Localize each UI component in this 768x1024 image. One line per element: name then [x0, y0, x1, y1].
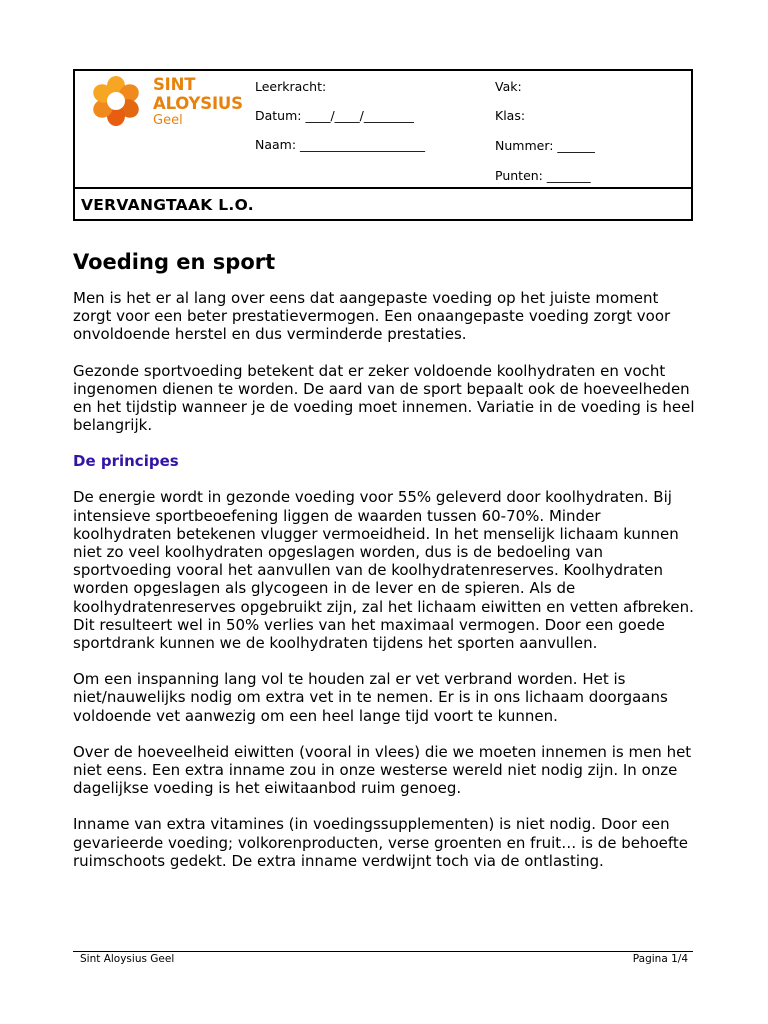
section-paragraph-1: De energie wordt in gezonde voeding voor 55% geleverd door koolhydraten. Bij intensieve sportbeoefening liggen de waarden tussen 60-70%. Minder koolhydraten betekenen vlugger vermoeidheid. In het menselijk lichaam kunnen niet zo veel koolhydraten opgeslagen worden, dus is de bedoeling van sportvoeding vooral het aanvullen van de koolhydratenreserves. Koolhydraten worden opgeslagen als glycogeen in de lever en de spieren. Als de koolhydratenreserves opgebruikt zijn, zal het lichaam eiwitten en vetten afbreken. Dit resulteert wel in 50% verlies van het maximaal vermogen. Door een goede sportdrank kunnen we de koolhydraten tijdens het sporten aanvullen. — [73, 488, 694, 653]
section-heading: De principes — [73, 452, 179, 471]
field-naam: Naam: ____________________ — [255, 137, 426, 152]
intro-paragraph-2: Gezonde sportvoeding betekent dat er zeker voldoende koolhydraten en vocht ingenomen dienen te worden. De aard van de sport bepaalt ook de hoeveelheden en het tijdstip wanneer je de voeding moet innemen. Variatie in de voeding is heel belangrijk. — [73, 361, 695, 435]
field-punten: Punten: _______ — [495, 168, 591, 183]
footer-page-number: Pagina 1/4 — [632, 953, 688, 965]
school-logo — [87, 75, 242, 127]
logo-line-geel: Geel — [153, 113, 183, 128]
section-paragraph-3: Over de hoeveelheid eiwitten (vooral in vlees) die we moeten innemen is men het niet eens. Een extra inname zou in onze westerse wereld niet nodig zijn. In onze dagelijkse voeding is het eiwitaanbod ruim genoeg. — [73, 742, 692, 798]
document-body — [73, 289, 698, 888]
footer-divider — [73, 951, 693, 952]
header-box — [73, 69, 693, 221]
task-title: VERVANGTAAK L.O. — [81, 196, 254, 214]
section-paragraph-4: Inname van extra vitamines (in voedingssupplementen) is niet nodig. Door een gevarieerde voeding; volkorenproducten, verse groenten en fruit… is de behoefte ruimschoots gedekt. De extra inname verdwijnt toch via de ontlasting. — [73, 815, 689, 870]
field-klas: Klas: — [495, 108, 526, 123]
logo-text — [153, 75, 243, 128]
footer-school-name: Sint Aloysius Geel — [80, 953, 175, 965]
field-vak: Vak: — [495, 79, 522, 94]
section-paragraph-2: Om een inspanning lang vol te houden zal er vet verbrand worden. Het is niet/nauwelijks nodig om extra vet in te nemen. Er is in ons lichaam doorgaans voldoende vet aanwezig om een heel lange tijd voort te kunnen. — [73, 670, 668, 725]
intro-paragraph-1: Men is het er al lang over eens dat aangepaste voeding op het juiste moment zorgt voor een beter prestatievermogen. Een onaangepaste voeding zorgt voor onvoldoende herstel en dus verminderde prestaties. — [73, 289, 671, 344]
logo-line-sint: SINT — [153, 75, 196, 94]
document-title: Voeding en sport — [73, 250, 276, 274]
field-leerkracht: Leerkracht: — [255, 79, 327, 94]
header-divider — [75, 187, 691, 189]
flower-logo-icon — [87, 75, 147, 127]
field-nummer: Nummer: ______ — [495, 138, 595, 153]
field-datum: Datum: ____/____/________ — [255, 108, 414, 123]
logo-line-aloysius: ALOYSIUS — [153, 94, 243, 113]
